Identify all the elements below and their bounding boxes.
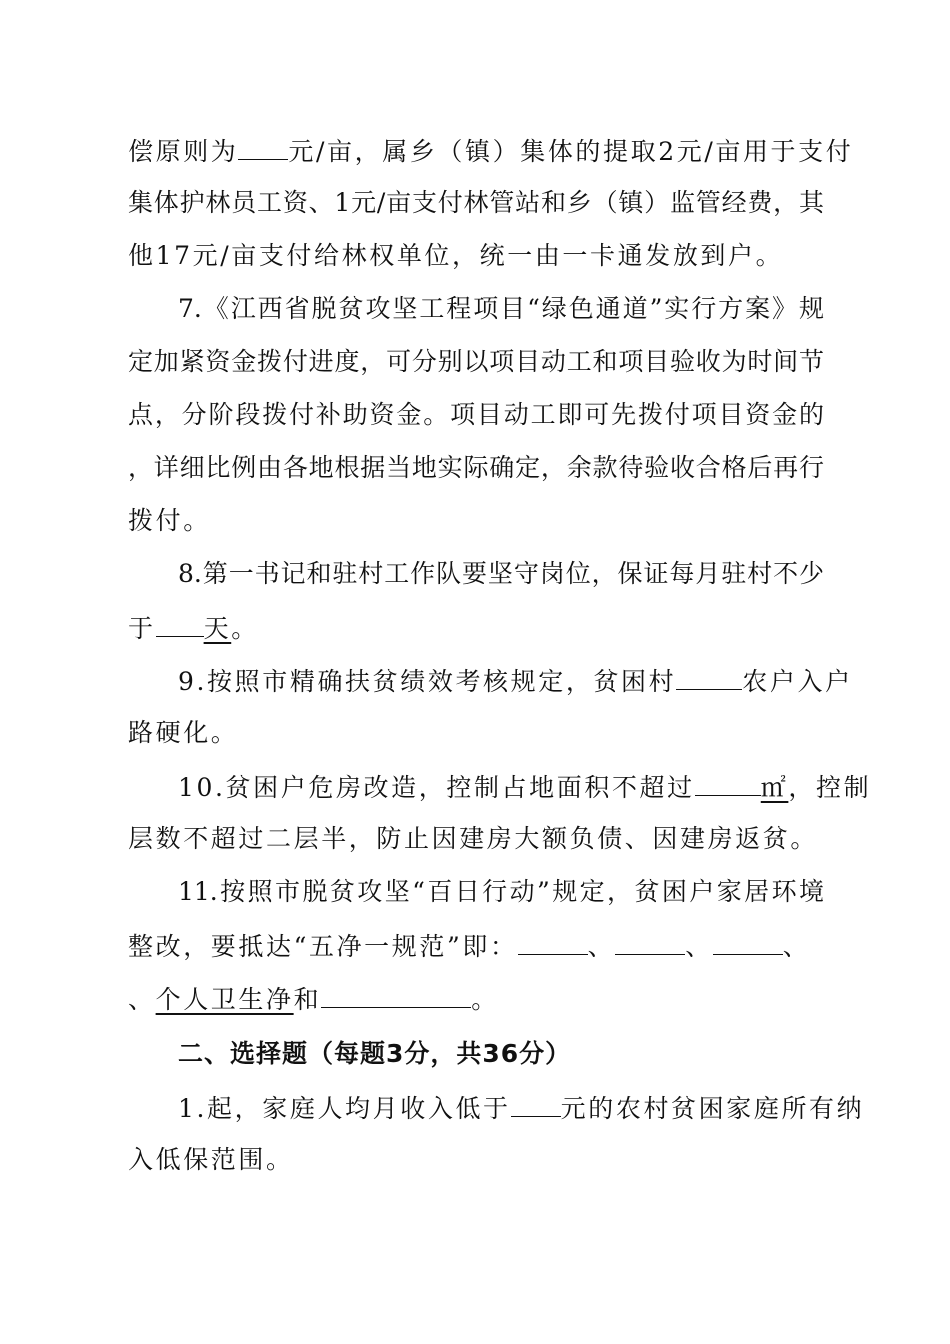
text-line — [178, 1090, 865, 1126]
text-line — [128, 133, 854, 169]
text: 元/亩，属乡（镇）集体的提取2元/亩用于支付 — [288, 137, 854, 166]
text-line: 7.《江西省脱贫攻坚工程项目“绿色通道”实行方案》规 — [178, 294, 824, 323]
text-line: 他17元/亩支付给林权单位，统一由一卡通发放到户。 — [128, 241, 784, 270]
fill-blank[interactable] — [676, 663, 742, 690]
text: 10.贫困户危房改造，控制占地面积不超过 — [178, 773, 695, 802]
text-line: 8.第一书记和驻村工作队要坚守岗位，保证每月驻村不少 — [178, 559, 824, 588]
text-line: 路硬化。 — [128, 718, 239, 747]
text-line: 定加紧资金拨付进度，可分别以项目动工和项目验收为时间节 — [128, 347, 824, 376]
text-line — [128, 981, 824, 1017]
text: 9.按照市精确扶贫绩效考核规定，贫困村 — [178, 667, 677, 696]
text-line: ，详细比例由各地根据当地实际确定，余款待验收合格后再行 — [128, 453, 824, 482]
text: 和 — [293, 985, 322, 1014]
text: 于 — [128, 614, 156, 643]
text-line — [128, 610, 824, 646]
text-line — [128, 928, 824, 964]
text-line — [178, 663, 853, 699]
text-line: 拨付。 — [128, 506, 211, 535]
text: 元的农村贫困家庭所有纳 — [560, 1094, 865, 1123]
fill-blank[interactable] — [511, 1090, 561, 1117]
fill-blank[interactable] — [695, 769, 761, 796]
text-line: 入低保范围。 — [128, 1145, 294, 1174]
underlined-text: 个人卫生净 — [155, 985, 294, 1014]
fill-blank[interactable] — [713, 928, 783, 955]
fill-blank[interactable] — [238, 133, 288, 160]
text-line: 层数不超过二层半，防止因建房大额负债、因建房返贫。 — [128, 824, 819, 853]
fill-blank[interactable] — [321, 981, 471, 1008]
text: 1.起，家庭人均月收入低于 — [178, 1094, 511, 1123]
text-line: 集体护林员工资、1元/亩支付林管站和乡（镇）监管经费，其 — [128, 188, 824, 217]
text: 。 — [471, 985, 499, 1014]
underlined-text: 天 — [203, 614, 232, 643]
fill-blank[interactable] — [518, 928, 588, 955]
text-line: 11.按照市脱贫攻坚“百日行动”规定，贫困户家居环境 — [178, 877, 824, 906]
text-line: 点，分阶段拨付补助资金。项目动工即可先拨付项目资金的 — [128, 400, 824, 429]
text-line — [178, 769, 872, 805]
text: 、 — [782, 932, 811, 961]
fill-blank[interactable] — [615, 928, 685, 955]
text: 、 — [128, 985, 156, 1014]
underlined-text: ㎡ — [760, 773, 789, 802]
text: 、 — [587, 932, 616, 961]
text: 整改，要抵达“五净一规范”即： — [128, 932, 518, 961]
text: 、 — [685, 932, 713, 961]
text: 偿原则为 — [128, 137, 239, 166]
section-heading: 二、选择题（每题3分，共36分） — [178, 1039, 572, 1068]
text: ，控制 — [788, 773, 872, 802]
text: 农户入户 — [742, 667, 853, 696]
fill-blank[interactable] — [156, 610, 204, 637]
text: 。 — [231, 614, 259, 643]
